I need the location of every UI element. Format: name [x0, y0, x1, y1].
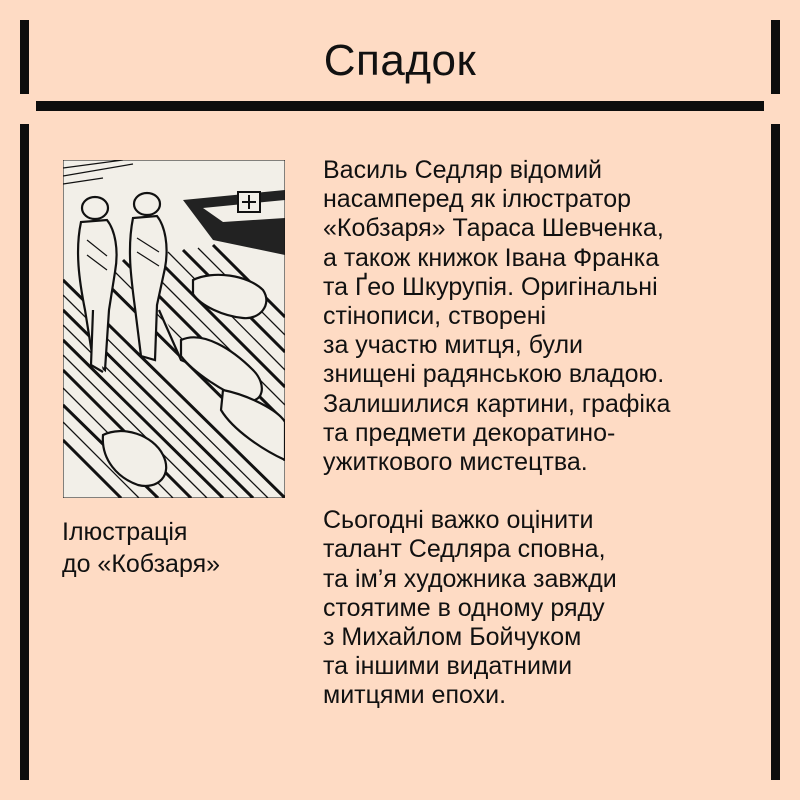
- text-line: ужиткового мистецтва.: [323, 448, 588, 477]
- text-line: «Кобзаря» Тараса Шевченка,: [323, 214, 664, 243]
- text-line: з Михайлом Бойчуком: [323, 623, 582, 652]
- text-line: та іншими видатними: [323, 652, 573, 681]
- left-frame-bar: [20, 124, 29, 780]
- text-line: а також книжок Івана Франка: [323, 243, 660, 272]
- header-divider: [36, 101, 764, 111]
- right-frame-bar: [771, 124, 780, 780]
- text-line: стоятиме в одному ряду: [323, 593, 605, 622]
- text-line: та Ґео Шкурупія. Оригінальні: [323, 272, 658, 301]
- text-line: талант Седляра сповна,: [323, 535, 606, 564]
- text-line: митцями епохи.: [323, 681, 507, 710]
- text-line: насамперед як ілюстратор: [323, 185, 632, 214]
- kobzar-illustration: [63, 160, 285, 498]
- text-line: Сьогодні важко оцінити: [323, 506, 594, 535]
- text-line: знищені радянською владою.: [323, 360, 665, 389]
- paragraph-2: [323, 506, 763, 710]
- paragraph-1: [323, 156, 763, 477]
- page-title: Спадок: [323, 36, 477, 85]
- illustration-caption: [62, 516, 302, 580]
- caption-line: Ілюстрація: [62, 518, 188, 546]
- text-line: та ім’я художника завжди: [323, 564, 617, 593]
- text-line: та предмети декоратино-: [323, 418, 616, 447]
- text-line: стінописи, створені: [323, 302, 547, 331]
- body-text: [323, 156, 763, 711]
- text-line: Василь Седляр відомий: [323, 156, 603, 184]
- text-line: за участю митця, були: [323, 331, 584, 360]
- text-line: Залишилися картини, графіка: [323, 389, 671, 418]
- caption-line: до «Кобзаря»: [62, 550, 221, 578]
